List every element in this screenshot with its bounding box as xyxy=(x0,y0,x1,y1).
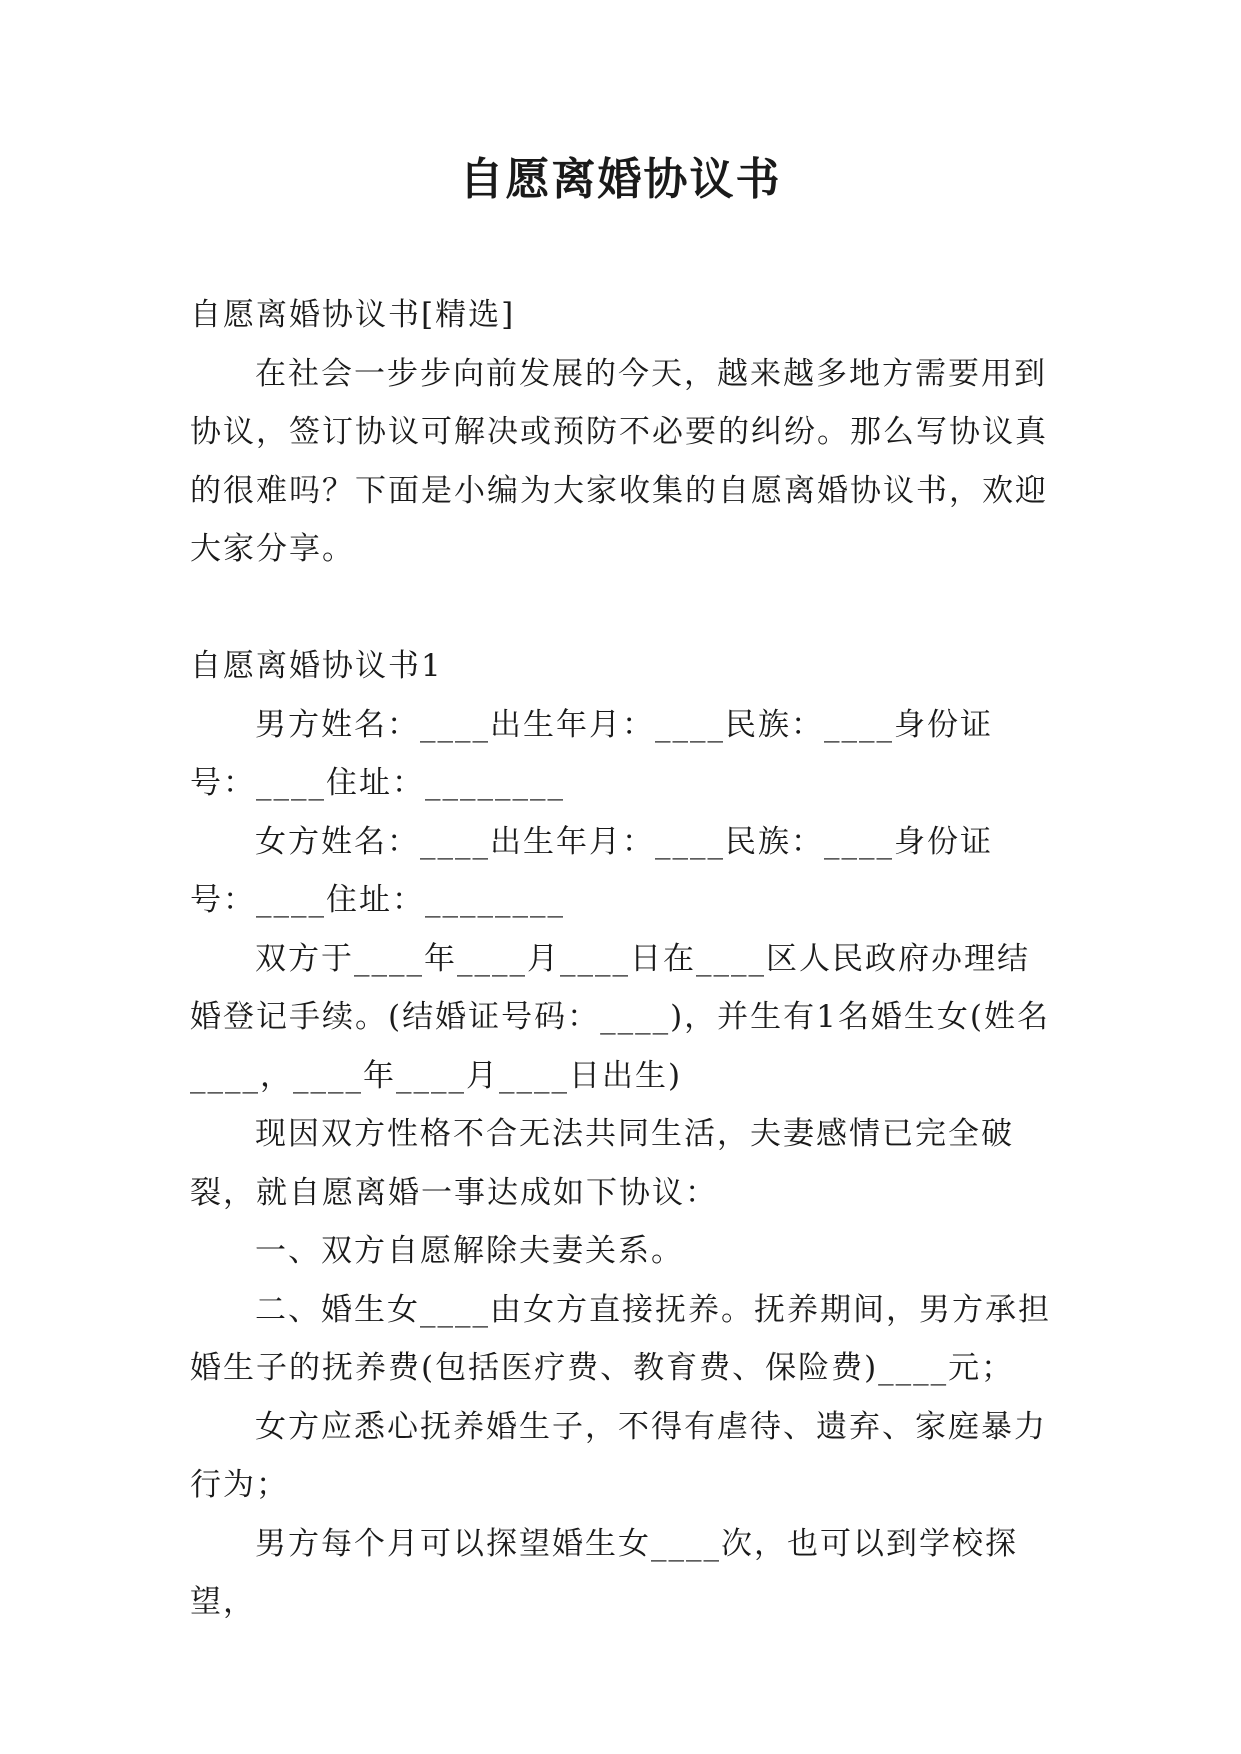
clause-two: 二、婚生女____由女方直接抚养。抚养期间，男方承担婚生子的抚养费(包括医疗费、教育费、保险费)____元； xyxy=(190,1291,1051,1386)
female-party-info: 女方姓名：____出生年月：____民族：____身份证号：____住址：________ xyxy=(190,823,993,918)
male-party-info: 男方姓名：____出生年月：____民族：____身份证号：____住址：________ xyxy=(190,706,993,801)
marriage-registration-paragraph: 双方于____年____月____日在____区人民政府办理结婚登记手续。(结婚证号码：____)，并生有1名婚生女(姓名____，____年____月____日出生) xyxy=(190,940,1051,1094)
intro-paragraph: 在社会一步步向前发展的今天，越来越多地方需要用到协议，签订协议可解决或预防不必要的纠纷。那么写协议真的很难吗？下面是小编为大家收集的自愿离婚协议书，欢迎大家分享。 xyxy=(190,355,1048,567)
document-body xyxy=(190,286,1056,1632)
custody-obligation-paragraph: 女方应悉心抚养婚生子，不得有虐待、遗弃、家庭暴力行为； xyxy=(190,1408,1047,1503)
section-gap xyxy=(190,579,1056,638)
divorce-reason-paragraph: 现因双方性格不合无法共同生活，夫妻感情已完全破裂，就自愿离婚一事达成如下协议： xyxy=(190,1116,1014,1211)
clause-one: 一、双方自愿解除夫妻关系。 xyxy=(255,1233,684,1269)
document-subtitle: 自愿离婚协议书[精选] xyxy=(190,297,516,333)
section-heading: 自愿离婚协议书1 xyxy=(190,648,443,684)
visitation-paragraph: 男方每个月可以探望婚生女____次，也可以到学校探望， xyxy=(190,1525,1018,1620)
document-title: 自愿离婚协议书 xyxy=(459,154,782,205)
